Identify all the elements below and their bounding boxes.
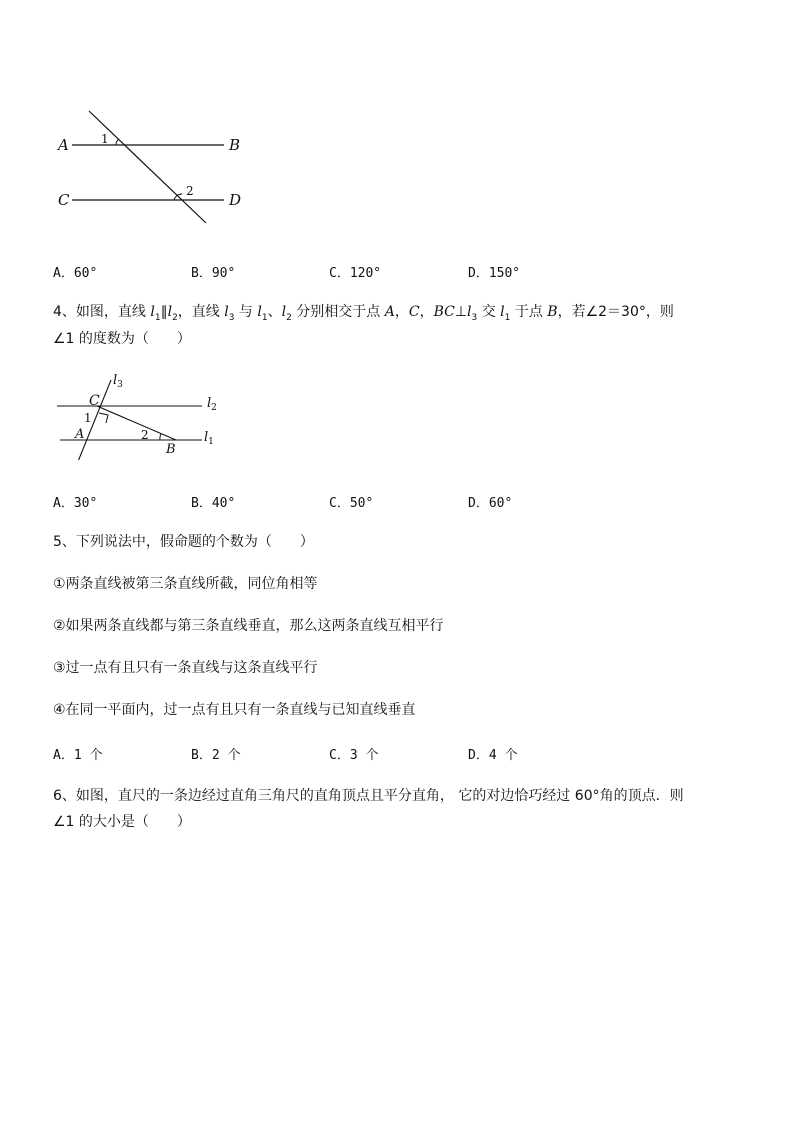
label-C: C: [89, 393, 100, 409]
q4-l1: l: [150, 304, 155, 320]
q4-option-d[interactable]: D．60°: [468, 496, 513, 511]
label-A: A: [75, 427, 85, 442]
figure-lines-l1-l2-l3: [0, 360, 260, 460]
label-l1: $l_1$: [204, 430, 214, 447]
label-l3: $l_3$: [113, 373, 123, 390]
q4-point-C: C: [408, 304, 420, 320]
q4-text: 于点: [510, 304, 548, 320]
q4-perp: ⊥: [454, 304, 468, 320]
q4-point-A: A: [384, 304, 395, 320]
q4-text: 与: [234, 304, 258, 320]
label-C: C: [58, 191, 70, 209]
q4-text: 、: [267, 304, 282, 320]
q5-option-d[interactable]: D．4 个: [468, 748, 518, 763]
label-angle-2: 2: [141, 428, 149, 442]
label-A: A: [58, 136, 69, 154]
q4-segment-BC: BC: [433, 304, 455, 320]
label-B: B: [166, 442, 176, 457]
q4-l1: l: [500, 304, 505, 320]
q5-statement-4: ④在同一平面内，过一点有且只有一条直线与已知直线垂直: [53, 702, 416, 718]
label-D: D: [229, 191, 242, 209]
q5-statement-3: ③过一点有且只有一条直线与这条直线平行: [53, 660, 318, 676]
label-angle-2: 2: [186, 184, 194, 198]
q4-option-a[interactable]: A．30°: [53, 496, 98, 511]
q5-option-a[interactable]: A．1 个: [53, 748, 103, 763]
q5-statement-2: ②如果两条直线都与第三条直线垂直，那么这两条直线互相平行: [53, 618, 444, 634]
q4-text: ，直线: [177, 304, 225, 320]
label-B: B: [229, 136, 241, 154]
q4-stem-line1: [53, 302, 674, 328]
q4-l2-sub: 2: [172, 312, 178, 323]
q4-stem-line2: ∠1 的度数为（ ）: [53, 331, 191, 347]
q4-text: 分别相交于点: [291, 304, 385, 320]
right-angle-mark: [99, 413, 108, 423]
q4-text: 交: [477, 304, 501, 320]
q6-stem-line2: ∠1 的大小是（ ）: [53, 814, 191, 830]
q5-stem: 5、下列说法中，假命题的个数为（ ）: [53, 534, 314, 550]
q4-l2-sub: 2: [286, 312, 292, 323]
q4-text: ，若∠2＝30°，则: [557, 304, 674, 320]
q4-l3-sub: 3: [228, 312, 235, 323]
q4-parallel: ∥: [160, 304, 168, 320]
angle-1-arc: [116, 139, 119, 145]
segment-BC: [97, 406, 176, 440]
q4-point-B: B: [547, 304, 558, 320]
q6-stem-line1: 6、如图，直尺的一条边经过直角三角尺的直角顶点且平分直角， 它的对边恰巧经过 60°角的顶点．则: [53, 788, 684, 804]
q3-option-b[interactable]: B．90°: [191, 266, 236, 281]
label-angle-1: 1: [84, 411, 92, 425]
q4-text: 4、如图，直线: [53, 304, 151, 320]
transversal-line: [89, 111, 206, 223]
q5-option-c[interactable]: C．3 个: [329, 748, 379, 763]
q4-text: ，: [394, 304, 409, 320]
label-l2: $l_2$: [207, 396, 217, 413]
q5-statement-1: ①两条直线被第三条直线所截，同位角相等: [53, 576, 318, 592]
q4-l3-sub: 3: [471, 312, 478, 323]
q4-text: ，: [419, 304, 434, 320]
q4-option-c[interactable]: C．50°: [329, 496, 374, 511]
q4-l1-sub: 1: [154, 312, 161, 323]
q4-option-b[interactable]: B．40°: [191, 496, 236, 511]
q4-l1-sub: 1: [261, 312, 268, 323]
q4-l3: l: [467, 304, 472, 320]
figure-parallel-lines-transversal: [0, 0, 300, 240]
angle-2-arc: [160, 434, 161, 440]
q5-option-b[interactable]: B．2 个: [191, 748, 241, 763]
q4-l2: l: [167, 304, 173, 320]
q3-option-d[interactable]: D．150°: [468, 266, 521, 281]
q4-l1-sub: 1: [504, 312, 511, 323]
q4-l3: l: [224, 304, 229, 320]
label-angle-1: 1: [101, 132, 109, 146]
q3-option-a[interactable]: A．60°: [53, 266, 98, 281]
line-l3: [77, 380, 111, 460]
q4-l1: l: [257, 304, 262, 320]
q3-option-c[interactable]: C．120°: [329, 266, 382, 281]
q4-l2: l: [281, 304, 287, 320]
